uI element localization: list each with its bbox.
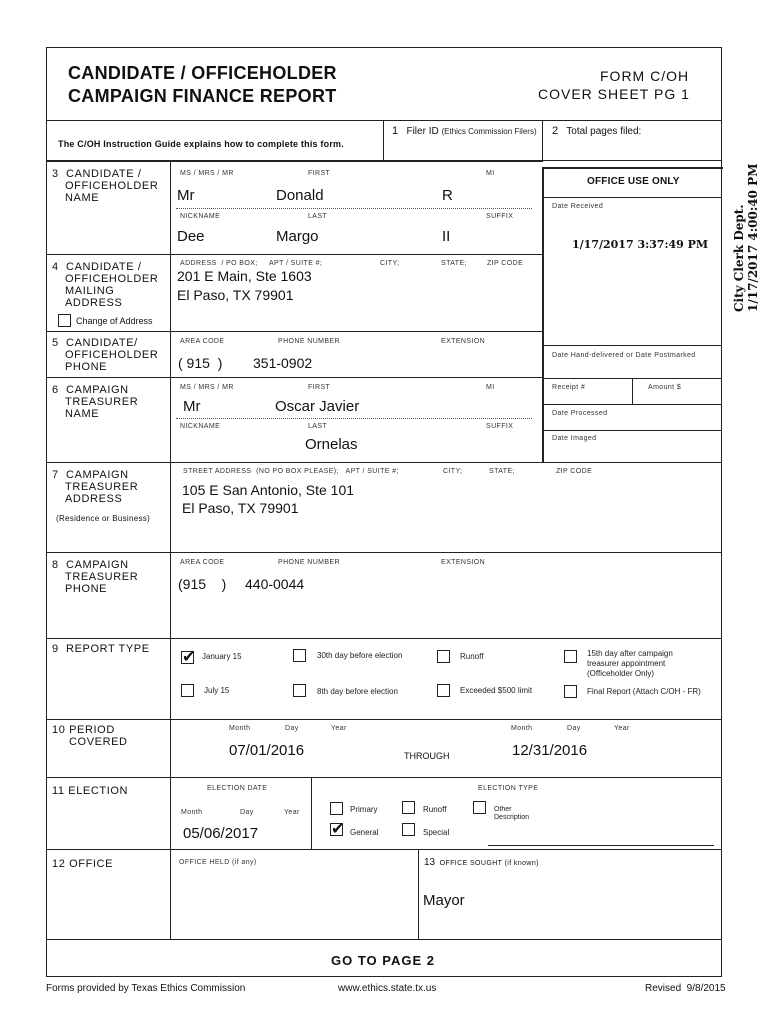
section-9-label xyxy=(52,643,150,655)
section-number: 10 xyxy=(52,724,66,736)
filer-id-label: Filer ID xyxy=(406,126,439,137)
treasurer-address-line-1[interactable]: 105 E San Antonio, Ste 101 xyxy=(182,482,355,498)
section-number: 2 xyxy=(552,125,559,137)
residence-business-note: (Residence or Business) xyxy=(56,514,151,523)
label-line: TREASURER xyxy=(65,571,139,583)
treasurer-first-name-field[interactable]: Oscar Javier xyxy=(275,398,360,415)
election-type-primary-checkbox[interactable] xyxy=(330,802,343,815)
section-number: 5 xyxy=(52,337,59,349)
report-type-exceeded-checkbox[interactable] xyxy=(437,684,450,697)
section-number: 1 xyxy=(392,125,399,137)
form-label: FORM C/OH xyxy=(600,68,690,84)
label-line: OFFICE xyxy=(69,858,114,870)
stamp-line-1: City Clerk Dept. xyxy=(732,204,746,312)
divider xyxy=(542,197,722,198)
report-type-january-checkbox[interactable] xyxy=(181,651,194,664)
section-7-label xyxy=(52,469,138,505)
election-date-field[interactable]: 05/06/2017 xyxy=(183,825,259,842)
report-type-exceeded-label: Exceeded $500 limit xyxy=(460,686,533,695)
label-line: NAME xyxy=(65,408,100,420)
instruction-text: The C/OH Instruction Guide explains how to complete this form. xyxy=(58,139,344,149)
label-line: ELECTION xyxy=(68,785,129,797)
first-name-header: FIRST xyxy=(308,384,331,391)
divider xyxy=(418,849,419,939)
year-header: Year xyxy=(614,725,630,732)
office-use-title: OFFICE USE ONLY xyxy=(587,176,680,187)
label-column-divider xyxy=(170,160,171,463)
treasurer-area-code-field[interactable]: (915 ) xyxy=(178,576,227,592)
go-to-page-2: GO TO PAGE 2 xyxy=(331,953,435,968)
last-name-header: LAST xyxy=(308,213,328,220)
election-type-runoff-label: Runoff xyxy=(423,805,447,814)
nickname-header: NICKNAME xyxy=(180,213,221,220)
mi-header: MI xyxy=(486,170,495,177)
extension-header: EXTENSION xyxy=(441,338,486,345)
candidate-address-line-2[interactable]: El Paso, TX 79901 xyxy=(177,287,294,303)
last-name-header: LAST xyxy=(308,423,328,430)
label-column-divider xyxy=(170,463,171,553)
clerk-stamp xyxy=(732,164,760,312)
city-header: CITY; xyxy=(380,260,400,267)
section-6-label xyxy=(52,384,138,420)
report-type-15th-day-checkbox[interactable] xyxy=(564,650,577,663)
label-line: treasurer appointment xyxy=(587,659,666,668)
election-date-header: ELECTION DATE xyxy=(207,785,268,792)
section-11-label xyxy=(52,785,128,797)
label-line: PHONE xyxy=(65,583,108,595)
first-name-header: FIRST xyxy=(308,170,331,177)
candidate-mi-field[interactable]: R xyxy=(442,187,453,204)
month-header: Month xyxy=(229,725,251,732)
election-type-general-label: General xyxy=(350,828,379,837)
divider xyxy=(46,719,722,720)
section-number: 8 xyxy=(52,559,59,571)
report-type-july-checkbox[interactable] xyxy=(181,684,194,697)
label-line: ADDRESS xyxy=(65,297,123,309)
election-type-other-label xyxy=(494,806,529,822)
divider xyxy=(46,331,543,332)
divider xyxy=(542,120,543,160)
election-type-primary-label: Primary xyxy=(350,805,378,814)
divider xyxy=(632,378,633,404)
divider xyxy=(46,939,722,940)
period-to-field[interactable]: 12/31/2016 xyxy=(512,742,588,759)
divider xyxy=(383,120,384,160)
stamp-line-2: 1/17/2017 4:00:40 PM xyxy=(746,163,760,312)
divider xyxy=(542,160,722,161)
label-line: OFFICE SOUGHT (if known) xyxy=(439,860,539,867)
label-line: OFFICEHOLDER xyxy=(65,349,159,361)
section-number: 9 xyxy=(52,643,59,655)
section-12-label xyxy=(52,858,113,870)
election-type-other-checkbox[interactable] xyxy=(473,801,486,814)
section-number: 3 xyxy=(52,168,59,180)
zip-header: ZIP CODE xyxy=(487,260,524,267)
title-line-1: CANDIDATE / OFFICEHOLDER xyxy=(68,63,337,83)
candidate-suffix-field[interactable]: II xyxy=(442,228,451,245)
candidate-address-line-1[interactable]: 201 E Main, Ste 1603 xyxy=(177,268,312,284)
report-type-runoff-checkbox[interactable] xyxy=(437,650,450,663)
candidate-first-name-field[interactable]: Donald xyxy=(276,187,324,204)
day-header: Day xyxy=(567,725,581,732)
label-line: 15th day after campaign xyxy=(587,649,673,658)
footer-url: www.ethics.state.tx.us xyxy=(338,983,437,994)
election-type-special-label: Special xyxy=(423,828,450,837)
suffix-header: SUFFIX xyxy=(486,213,514,220)
street-address-header: STREET ADDRESS (NO PO BOX PLEASE); APT / SUITE #; xyxy=(183,468,399,475)
label-line: CAMPAIGN xyxy=(66,384,129,396)
section-4-label xyxy=(52,261,158,309)
section-number: 7 xyxy=(52,469,59,481)
hand-delivered-label: Date Hand-delivered or Date Postmarked xyxy=(552,352,696,359)
candidate-prefix-field[interactable]: Mr xyxy=(177,187,195,204)
label-line: COVERED xyxy=(69,736,128,748)
candidate-nickname-field[interactable]: Dee xyxy=(177,228,205,245)
report-type-july-label: July 15 xyxy=(204,686,230,695)
report-type-8th-day-label: 8th day before election xyxy=(317,687,398,696)
section-number: 4 xyxy=(52,261,59,273)
divider xyxy=(46,377,543,378)
report-type-final-label: Final Report (Attach C/OH - FR) xyxy=(587,687,701,696)
label-line: OFFICEHOLDER xyxy=(65,180,159,192)
election-type-header: ELECTION TYPE xyxy=(478,785,539,792)
month-header: Month xyxy=(181,809,203,816)
divider xyxy=(46,462,722,463)
label-column-divider xyxy=(170,639,171,719)
treasurer-prefix-field[interactable]: Mr xyxy=(183,398,201,415)
report-type-8th-day-checkbox[interactable] xyxy=(293,684,306,697)
label-line: CAMPAIGN xyxy=(66,559,129,571)
title-line-2: CAMPAIGN FINANCE REPORT xyxy=(68,86,337,106)
section-number: 6 xyxy=(52,384,59,396)
state-header: STATE; xyxy=(441,260,467,267)
month-header: Month xyxy=(511,725,533,732)
suffix-header: SUFFIX xyxy=(486,423,514,430)
section-number: 13 xyxy=(424,857,436,868)
area-code-header: AREA CODE xyxy=(180,338,225,345)
prefix-header: MS / MRS / MR xyxy=(180,170,234,177)
section-8-label xyxy=(52,559,138,595)
year-header: Year xyxy=(331,725,347,732)
treasurer-address-line-2[interactable]: El Paso, TX 79901 xyxy=(182,500,299,516)
divider xyxy=(46,638,722,639)
label-line: TREASURER xyxy=(65,481,139,493)
footer-provided: Forms provided by Texas Ethics Commission xyxy=(46,983,246,994)
office-sought-header xyxy=(424,857,539,868)
prefix-header: MS / MRS / MR xyxy=(180,384,234,391)
election-type-runoff-checkbox[interactable] xyxy=(402,801,415,814)
report-type-15th-day-label xyxy=(587,649,673,679)
label-column-divider xyxy=(170,553,171,639)
label-line: CAMPAIGN xyxy=(66,469,129,481)
day-header: Day xyxy=(240,809,254,816)
mi-header: MI xyxy=(486,384,495,391)
section-3-label xyxy=(52,168,158,204)
day-header: Day xyxy=(285,725,299,732)
total-pages-field[interactable] xyxy=(552,125,641,137)
period-from-field[interactable]: 07/01/2016 xyxy=(229,742,305,759)
amount-label: Amount $ xyxy=(648,384,682,391)
treasurer-phone-field[interactable]: 440-0044 xyxy=(245,576,305,592)
phone-number-header: PHONE NUMBER xyxy=(278,338,340,345)
report-type-30th-day-checkbox[interactable] xyxy=(293,649,306,662)
date-received-label: Date Received xyxy=(552,203,604,210)
report-type-january-label: January 15 xyxy=(202,652,242,661)
divider xyxy=(46,552,722,553)
filer-id-field[interactable] xyxy=(392,125,537,137)
label-line: REPORT TYPE xyxy=(66,643,150,655)
date-received-value: 1/17/2017 3:37:49 PM xyxy=(572,238,709,251)
label-line: PERIOD xyxy=(69,724,115,736)
change-of-address-label: Change of Address xyxy=(76,316,153,326)
divider xyxy=(46,160,543,162)
report-type-runoff-label: Runoff xyxy=(460,652,484,661)
label-line: ADDRESS xyxy=(65,493,123,505)
candidate-phone-field[interactable]: 351-0902 xyxy=(253,355,313,371)
office-held-header: OFFICE HELD (if any) xyxy=(179,859,257,866)
office-use-box xyxy=(542,167,723,463)
label-line: MAILING xyxy=(65,285,115,297)
label-line: NAME xyxy=(65,192,100,204)
zip-header: ZIP CODE xyxy=(556,468,593,475)
date-imaged-label: Date Imaged xyxy=(552,435,597,442)
label-line: CANDIDATE/ xyxy=(66,337,138,349)
section-10-label xyxy=(52,724,128,748)
label-line: CANDIDATE / xyxy=(66,261,142,273)
field-underline xyxy=(176,208,532,209)
label-line: TREASURER xyxy=(65,396,139,408)
label-line: PHONE xyxy=(65,361,108,373)
office-sought-field[interactable]: Mayor xyxy=(423,892,465,909)
year-header: Year xyxy=(284,809,300,816)
filer-id-sublabel: (Ethics Commission Filers) xyxy=(441,127,537,136)
nickname-header: NICKNAME xyxy=(180,423,221,430)
other-description-line xyxy=(488,845,714,846)
state-header: STATE; xyxy=(489,468,515,475)
date-processed-label: Date Processed xyxy=(552,410,608,417)
treasurer-last-name-field[interactable]: Ornelas xyxy=(305,436,358,453)
candidate-last-name-field[interactable]: Margo xyxy=(276,228,319,245)
divider xyxy=(542,404,722,405)
footer-revised: Revised 9/8/2015 xyxy=(645,983,726,994)
change-of-address-checkbox[interactable] xyxy=(58,314,71,327)
report-type-final-checkbox[interactable] xyxy=(564,685,577,698)
address-header: ADDRESS / PO BOX; APT / SUITE #; xyxy=(180,260,323,267)
divider xyxy=(46,254,543,255)
phone-number-header: PHONE NUMBER xyxy=(278,559,340,566)
label-column-divider xyxy=(170,719,171,777)
label-line: CANDIDATE / xyxy=(66,168,142,180)
through-label: THROUGH xyxy=(404,751,450,761)
divider xyxy=(46,120,722,121)
cover-sheet-label: COVER SHEET PG 1 xyxy=(538,86,690,102)
section-number: 12 xyxy=(52,858,66,870)
field-underline xyxy=(176,418,532,419)
section-number: 11 xyxy=(52,785,65,797)
receipt-label: Receipt # xyxy=(552,384,586,391)
divider xyxy=(311,777,312,849)
label-line: Description xyxy=(494,814,530,821)
label-line: (Officeholder Only) xyxy=(587,669,654,678)
divider xyxy=(46,777,722,778)
label-line: Other xyxy=(494,806,512,813)
divider xyxy=(542,345,722,346)
extension-header: EXTENSION xyxy=(441,559,486,566)
divider xyxy=(542,430,722,431)
section-5-label xyxy=(52,337,158,373)
report-type-30th-day-label: 30th day before election xyxy=(317,651,403,660)
city-header: CITY; xyxy=(443,468,463,475)
label-column-divider xyxy=(170,849,171,939)
divider xyxy=(46,849,722,850)
label-column-divider xyxy=(170,777,171,849)
area-code-header: AREA CODE xyxy=(180,559,225,566)
label-line: OFFICEHOLDER xyxy=(65,273,159,285)
election-type-general-checkbox[interactable] xyxy=(330,823,343,836)
candidate-area-code-field[interactable]: ( 915 ) xyxy=(178,355,223,371)
election-type-special-checkbox[interactable] xyxy=(402,823,415,836)
total-pages-label: Total pages filed: xyxy=(566,126,642,137)
